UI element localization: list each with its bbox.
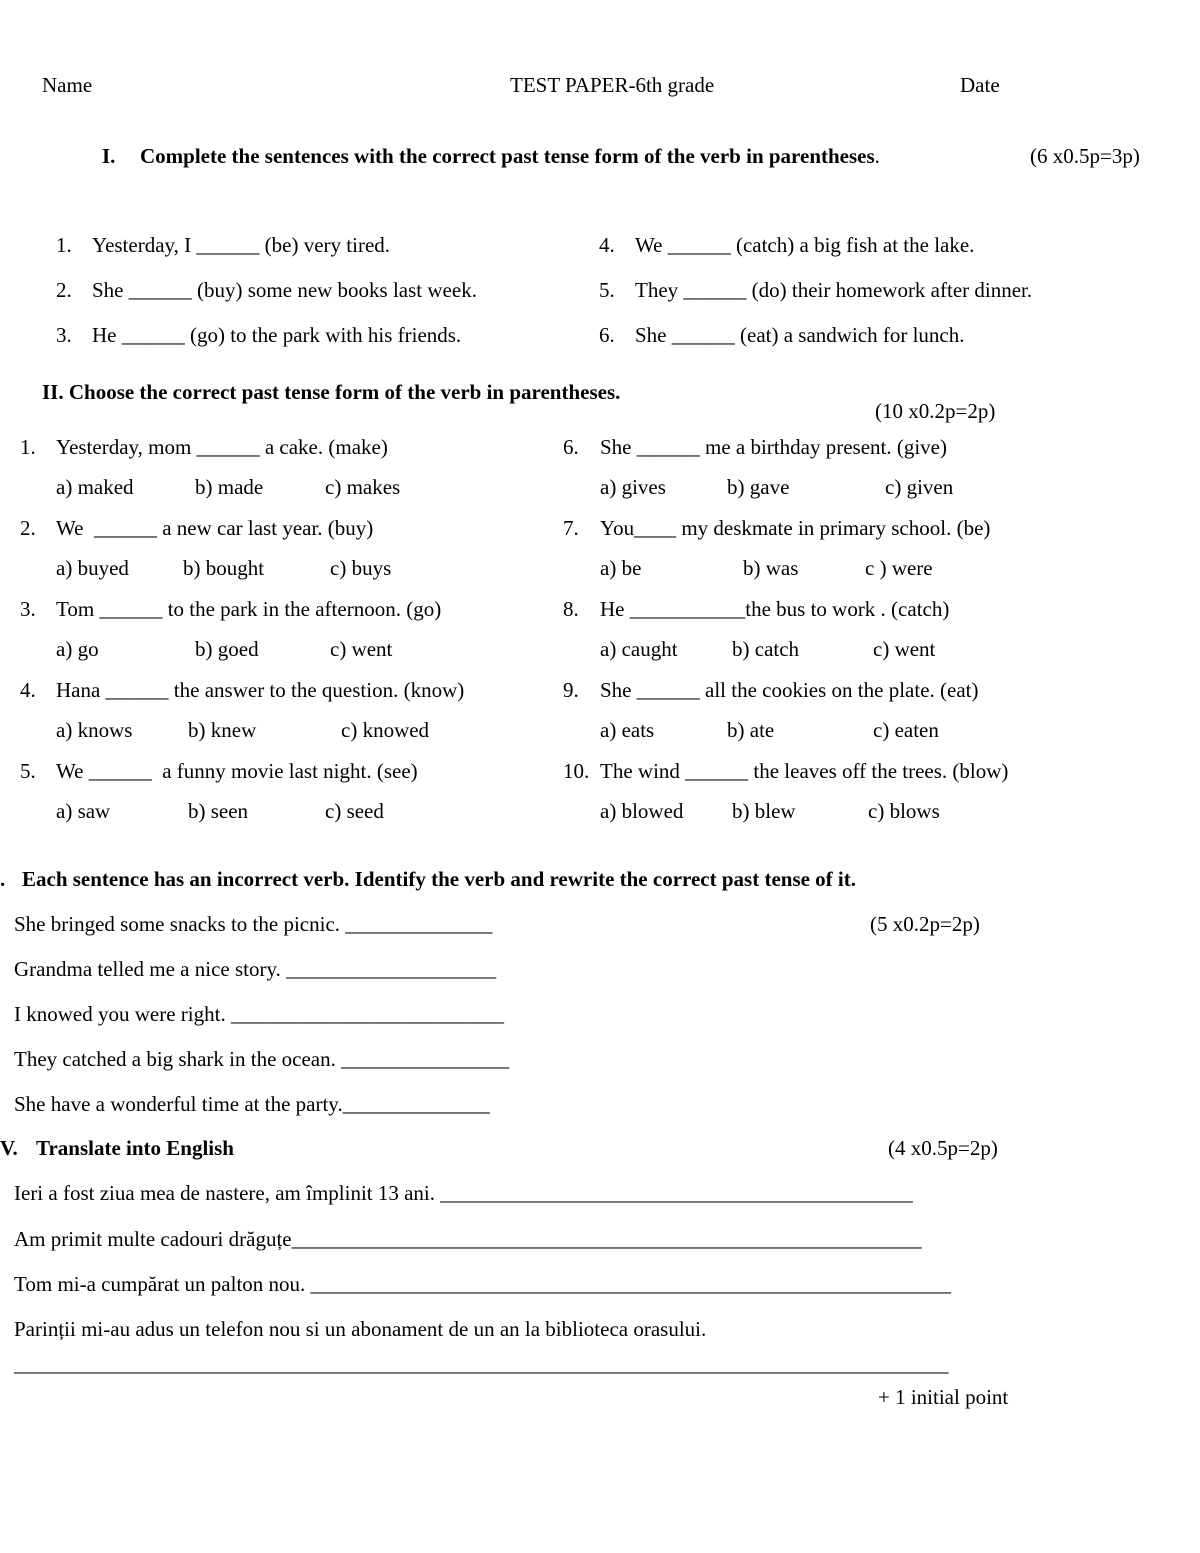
s4-item: Parinții mi-au adus un telefon nou si un abonament de un an la biblioteca orasului. [14,1317,707,1341]
section1-heading [140,146,880,167]
s3-item: They catched a big shark in the ocean. ________________ [14,1047,510,1071]
s2-option-b: b) was [743,556,799,580]
name-label: Name [42,73,93,97]
s2-option-a: a) gives [600,475,666,499]
s2-option-a: a) maked [56,475,134,499]
s2-option-b: b) bought [183,556,265,580]
section1-title: Complete the sentences with the correct past tense form of the verb in parentheses [140,144,875,168]
s4-item: Tom mi-a cumpărat un palton nou. _____________________________________________________________ [14,1272,952,1296]
s1-item-text: She ______ (eat) a sandwich for lunch. [635,323,965,347]
s2-item-text: She ______ all the cookies on the plate. (eat) [600,678,979,702]
s2-option-a: a) caught [600,637,678,661]
s2-option-c: c) seed [325,799,384,823]
s2-option-a: a) blowed [600,799,684,823]
s4-item: Am primit multe cadouri drăguțe____________________________________________________________ [14,1227,922,1251]
s1-item-num: 1. [56,233,72,257]
s2-option-b: b) gave [727,475,790,499]
s2-option-a: a) saw [56,799,111,823]
section3-score: (5 x0.2p=2p) [870,912,980,936]
s2-item-text: Tom ______ to the park in the afternoon. (go) [56,597,442,621]
section3-numeral: . [0,867,6,891]
s2-option-b: b) catch [732,637,800,661]
s2-item-text: The wind ______ the leaves off the trees. (blow) [600,759,1009,783]
s2-option-c: c) eaten [873,718,939,742]
s4-item: Ieri a fost ziua mea de nastere, am împlinit 13 ani. _____________________________________________ [14,1181,913,1205]
s2-item-num: 8. [563,597,579,621]
s2-option-a: a) buyed [56,556,129,580]
s2-option-b: b) ate [727,718,775,742]
s2-option-a: a) knows [56,718,133,742]
s2-option-b: b) seen [188,799,249,823]
s2-option-c: c) went [873,637,936,661]
s2-item-num: 10. [563,759,590,783]
section4-score: (4 x0.5p=2p) [888,1136,998,1160]
s2-item-text: He ___________the bus to work . (catch) [600,597,950,621]
section4-title: Translate into English [36,1136,234,1160]
s2-item-num: 5. [20,759,36,783]
s2-item-num: 1. [20,435,36,459]
s2-option-c: c) makes [325,475,401,499]
s2-item-text: You____ my deskmate in primary school. (be) [600,516,991,540]
s2-item-text: She ______ me a birthday present. (give) [600,435,947,459]
s2-item-num: 3. [20,597,36,621]
s1-item-text: They ______ (do) their homework after dinner. [635,278,1033,302]
section1-score: (6 x0.5p=3p) [1030,144,1140,168]
s2-option-c: c) went [330,637,393,661]
s2-item-num: 7. [563,516,579,540]
s2-item-text: Hana ______ the answer to the question. (know) [56,678,465,702]
section3-title: Each sentence has an incorrect verb. Identify the verb and rewrite the correct past tense of it. [22,867,857,891]
s2-item-text: Yesterday, mom ______ a cake. (make) [56,435,388,459]
page-title: TEST PAPER-6th grade [510,73,715,97]
section2-score: (10 x0.2p=2p) [875,399,996,423]
bonus-point: + 1 initial point [878,1385,1009,1409]
s2-item-text: We ______ a funny movie last night. (see) [56,759,418,783]
s3-item: Grandma telled me a nice story. ____________________ [14,957,497,981]
section4-numeral: V. [0,1136,18,1160]
s1-item-text: Yesterday, I ______ (be) very tired. [92,233,391,257]
s2-option-a: a) be [600,556,642,580]
s2-option-c: c) knowed [341,718,430,742]
s2-item-num: 9. [563,678,579,702]
s2-option-c: c ) were [865,556,933,580]
s1-item-text: We ______ (catch) a big fish at the lake. [635,233,975,257]
date-label: Date [960,73,1000,97]
s1-item-text: He ______ (go) to the park with his friends. [92,323,462,347]
s2-option-b: b) goed [195,637,259,661]
section2-title: II. Choose the correct past tense form of the verb in parentheses. [42,380,621,404]
s2-option-b: b) knew [188,718,257,742]
section1-numeral: I. [102,144,116,168]
s1-item-num: 3. [56,323,72,347]
s2-option-a: a) eats [600,718,655,742]
s3-item: She have a wonderful time at the party.______________ [14,1092,490,1116]
s1-item-num: 5. [599,278,615,302]
s2-item-num: 4. [20,678,36,702]
s3-item: She bringed some snacks to the picnic. ______________ [14,912,493,936]
s2-item-num: 2. [20,516,36,540]
s2-option-b: b) made [195,475,264,499]
s2-option-b: b) blew [732,799,796,823]
s2-item-text: We ______ a new car last year. (buy) [56,516,374,540]
s3-item: I knowed you were right. __________________________ [14,1002,504,1026]
s2-option-c: c) given [885,475,954,499]
s2-option-c: c) blows [868,799,940,823]
s1-item-num: 2. [56,278,72,302]
s4-answer-line: _________________________________________________________________________________________ [14,1352,949,1376]
s2-option-c: c) buys [330,556,392,580]
s1-item-text: She ______ (buy) some new books last week. [92,278,477,302]
s1-item-num: 4. [599,233,615,257]
section1-title-end: . [874,144,880,168]
s1-item-num: 6. [599,323,615,347]
s2-option-a: a) go [56,637,99,661]
s2-item-num: 6. [563,435,579,459]
